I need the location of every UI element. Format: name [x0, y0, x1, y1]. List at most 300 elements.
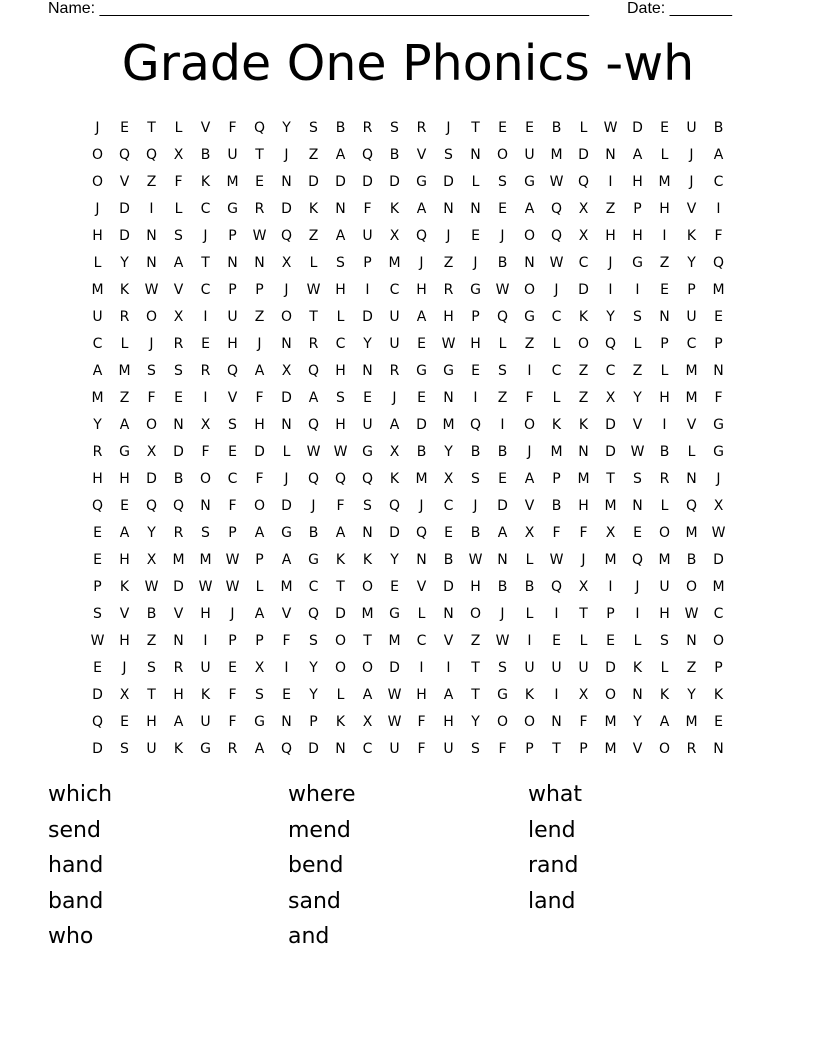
grid-letter[interactable]: O: [361, 659, 374, 676]
grid-letter[interactable]: D: [335, 173, 346, 190]
grid-letter[interactable]: C: [605, 362, 616, 379]
grid-letter[interactable]: E: [633, 524, 642, 541]
grid-letter[interactable]: L: [309, 254, 318, 271]
grid-letter[interactable]: X: [605, 524, 616, 541]
grid-letter[interactable]: N: [659, 308, 670, 325]
grid-letter[interactable]: X: [578, 200, 589, 217]
grid-letter[interactable]: U: [551, 659, 562, 676]
grid-letter[interactable]: A: [254, 362, 265, 379]
grid-letter[interactable]: D: [632, 119, 643, 136]
grid-letter[interactable]: E: [471, 227, 480, 244]
grid-letter[interactable]: Y: [390, 551, 399, 568]
grid-letter[interactable]: J: [284, 470, 289, 487]
grid-letter[interactable]: B: [335, 119, 346, 136]
grid-letter[interactable]: D: [173, 578, 184, 595]
grid-letter[interactable]: H: [254, 416, 265, 433]
grid-letter[interactable]: Y: [309, 686, 318, 703]
grid-letter[interactable]: P: [228, 524, 237, 541]
grid-letter[interactable]: A: [173, 713, 184, 730]
grid-letter[interactable]: N: [605, 146, 616, 163]
grid-letter[interactable]: Q: [550, 200, 563, 217]
grid-letter[interactable]: U: [200, 713, 211, 730]
grid-letter[interactable]: I: [527, 362, 532, 379]
grid-letter[interactable]: J: [500, 605, 505, 622]
grid-letter[interactable]: K: [362, 551, 373, 568]
grid-letter[interactable]: B: [686, 551, 697, 568]
grid-letter[interactable]: D: [443, 173, 454, 190]
grid-letter[interactable]: Q: [550, 227, 563, 244]
grid-letter[interactable]: O: [496, 146, 509, 163]
grid-letter[interactable]: H: [632, 227, 643, 244]
grid-letter[interactable]: B: [416, 443, 427, 460]
grid-letter[interactable]: F: [228, 713, 237, 730]
grid-letter[interactable]: D: [308, 740, 319, 757]
grid-letter[interactable]: M: [604, 713, 617, 730]
grid-letter[interactable]: V: [227, 389, 238, 406]
grid-letter[interactable]: B: [173, 470, 184, 487]
grid-letter[interactable]: I: [149, 200, 154, 217]
grid-letter[interactable]: P: [228, 227, 237, 244]
grid-letter[interactable]: L: [498, 335, 507, 352]
grid-letter[interactable]: Q: [280, 227, 293, 244]
grid-letter[interactable]: P: [228, 632, 237, 649]
grid-letter[interactable]: E: [93, 551, 102, 568]
grid-letter[interactable]: L: [579, 632, 588, 649]
grid-letter[interactable]: R: [308, 335, 319, 352]
grid-letter[interactable]: D: [497, 497, 508, 514]
grid-letter[interactable]: J: [446, 227, 451, 244]
grid-letter[interactable]: D: [173, 443, 184, 460]
grid-letter[interactable]: D: [578, 281, 589, 298]
grid-letter[interactable]: E: [498, 119, 507, 136]
grid-letter[interactable]: W: [306, 443, 321, 460]
grid-letter[interactable]: D: [389, 524, 400, 541]
grid-letter[interactable]: S: [93, 605, 102, 622]
grid-letter[interactable]: W: [225, 551, 240, 568]
grid-letter[interactable]: R: [362, 119, 373, 136]
grid-letter[interactable]: M: [226, 173, 239, 190]
grid-letter[interactable]: Z: [605, 200, 616, 217]
grid-letter[interactable]: L: [174, 119, 183, 136]
grid-letter[interactable]: W: [144, 281, 159, 298]
grid-letter[interactable]: J: [95, 119, 100, 136]
grid-letter[interactable]: N: [362, 362, 373, 379]
grid-letter[interactable]: H: [443, 308, 454, 325]
grid-letter[interactable]: T: [471, 119, 480, 136]
grid-letter[interactable]: O: [712, 632, 725, 649]
grid-letter[interactable]: A: [173, 254, 184, 271]
grid-letter[interactable]: D: [362, 173, 373, 190]
grid-letter[interactable]: F: [714, 389, 723, 406]
grid-letter[interactable]: Y: [633, 713, 642, 730]
grid-letter[interactable]: J: [95, 200, 100, 217]
grid-letter[interactable]: J: [257, 335, 262, 352]
grid-letter[interactable]: O: [496, 713, 509, 730]
grid-letter[interactable]: O: [145, 308, 158, 325]
grid-letter[interactable]: H: [416, 686, 427, 703]
grid-letter[interactable]: G: [254, 713, 265, 730]
grid-letter[interactable]: J: [689, 146, 694, 163]
grid-letter[interactable]: X: [389, 227, 400, 244]
grid-letter[interactable]: R: [389, 362, 400, 379]
grid-letter[interactable]: H: [659, 389, 670, 406]
grid-letter[interactable]: N: [281, 173, 292, 190]
grid-letter[interactable]: L: [552, 335, 561, 352]
grid-letter[interactable]: Y: [606, 308, 615, 325]
grid-letter[interactable]: W: [333, 443, 348, 460]
grid-letter[interactable]: V: [443, 632, 454, 649]
grid-letter[interactable]: X: [146, 551, 157, 568]
grid-letter[interactable]: M: [361, 605, 374, 622]
grid-letter[interactable]: S: [147, 362, 156, 379]
grid-letter[interactable]: Q: [253, 119, 266, 136]
grid-letter[interactable]: Q: [415, 524, 428, 541]
grid-letter[interactable]: U: [524, 659, 535, 676]
grid-letter[interactable]: P: [93, 578, 102, 595]
grid-letter[interactable]: W: [711, 524, 726, 541]
grid-letter[interactable]: C: [713, 173, 724, 190]
grid-letter[interactable]: X: [254, 659, 265, 676]
grid-letter[interactable]: F: [336, 497, 345, 514]
grid-letter[interactable]: A: [281, 551, 292, 568]
grid-letter[interactable]: M: [118, 362, 131, 379]
grid-letter[interactable]: Q: [577, 173, 590, 190]
grid-letter[interactable]: G: [524, 308, 535, 325]
grid-letter[interactable]: R: [227, 740, 238, 757]
grid-letter[interactable]: G: [416, 173, 427, 190]
grid-letter[interactable]: O: [280, 308, 293, 325]
grid-letter[interactable]: D: [281, 200, 292, 217]
grid-letter[interactable]: D: [92, 686, 103, 703]
grid-letter[interactable]: O: [253, 497, 266, 514]
grid-letter[interactable]: D: [713, 551, 724, 568]
grid-letter[interactable]: M: [577, 470, 590, 487]
grid-letter[interactable]: C: [200, 200, 211, 217]
grid-letter[interactable]: U: [146, 740, 157, 757]
grid-letter[interactable]: N: [443, 389, 454, 406]
grid-letter[interactable]: D: [443, 578, 454, 595]
grid-letter[interactable]: C: [578, 254, 589, 271]
grid-letter[interactable]: N: [281, 335, 292, 352]
grid-letter[interactable]: D: [92, 740, 103, 757]
grid-letter[interactable]: R: [254, 200, 265, 217]
grid-letter[interactable]: G: [281, 524, 292, 541]
grid-letter[interactable]: W: [441, 335, 456, 352]
grid-letter[interactable]: L: [660, 362, 669, 379]
grid-letter[interactable]: L: [417, 605, 426, 622]
grid-letter[interactable]: C: [92, 335, 103, 352]
grid-letter[interactable]: A: [119, 524, 130, 541]
grid-letter[interactable]: A: [335, 524, 346, 541]
grid-letter[interactable]: M: [685, 362, 698, 379]
grid-letter[interactable]: Y: [282, 119, 291, 136]
grid-letter[interactable]: V: [119, 173, 130, 190]
grid-letter[interactable]: T: [201, 254, 210, 271]
grid-letter[interactable]: F: [525, 389, 534, 406]
grid-letter[interactable]: H: [119, 632, 130, 649]
grid-letter[interactable]: Z: [632, 362, 643, 379]
grid-letter[interactable]: Q: [91, 713, 104, 730]
grid-letter[interactable]: N: [713, 740, 724, 757]
grid-letter[interactable]: D: [146, 470, 157, 487]
grid-letter[interactable]: J: [446, 119, 451, 136]
grid-letter[interactable]: X: [173, 146, 184, 163]
grid-letter[interactable]: F: [579, 713, 588, 730]
grid-letter[interactable]: O: [604, 686, 617, 703]
grid-letter[interactable]: H: [470, 335, 481, 352]
grid-letter[interactable]: Z: [470, 632, 481, 649]
grid-letter[interactable]: S: [201, 524, 210, 541]
grid-letter[interactable]: J: [554, 281, 559, 298]
grid-letter[interactable]: Q: [469, 416, 482, 433]
grid-letter[interactable]: Z: [254, 308, 265, 325]
grid-letter[interactable]: P: [255, 632, 264, 649]
grid-letter[interactable]: P: [525, 740, 534, 757]
grid-letter[interactable]: S: [174, 227, 183, 244]
grid-letter[interactable]: N: [470, 200, 481, 217]
grid-letter[interactable]: N: [416, 551, 427, 568]
grid-letter[interactable]: D: [281, 497, 292, 514]
grid-letter[interactable]: J: [284, 146, 289, 163]
grid-letter[interactable]: H: [119, 551, 130, 568]
grid-letter[interactable]: W: [387, 686, 402, 703]
grid-letter[interactable]: Z: [659, 254, 670, 271]
grid-letter[interactable]: A: [524, 470, 535, 487]
grid-letter[interactable]: C: [200, 281, 211, 298]
grid-letter[interactable]: M: [604, 740, 617, 757]
grid-letter[interactable]: O: [91, 146, 104, 163]
grid-letter[interactable]: O: [334, 632, 347, 649]
grid-letter[interactable]: M: [415, 470, 428, 487]
grid-letter[interactable]: S: [228, 416, 237, 433]
grid-letter[interactable]: B: [389, 146, 400, 163]
grid-letter[interactable]: R: [686, 740, 697, 757]
grid-letter[interactable]: G: [416, 362, 427, 379]
grid-letter[interactable]: U: [92, 308, 103, 325]
grid-letter[interactable]: F: [417, 740, 426, 757]
grid-letter[interactable]: E: [606, 632, 615, 649]
grid-letter[interactable]: A: [416, 200, 427, 217]
grid-letter[interactable]: Z: [308, 227, 319, 244]
grid-letter[interactable]: I: [473, 389, 478, 406]
grid-letter[interactable]: B: [146, 605, 157, 622]
grid-letter[interactable]: S: [660, 632, 669, 649]
grid-letter[interactable]: W: [549, 173, 564, 190]
grid-letter[interactable]: J: [635, 578, 640, 595]
grid-letter[interactable]: V: [173, 281, 184, 298]
grid-letter[interactable]: M: [685, 713, 698, 730]
grid-letter[interactable]: N: [335, 740, 346, 757]
grid-letter[interactable]: V: [119, 605, 130, 622]
grid-letter[interactable]: V: [416, 578, 427, 595]
grid-letter[interactable]: U: [686, 308, 697, 325]
grid-letter[interactable]: E: [660, 119, 669, 136]
grid-letter[interactable]: G: [713, 416, 724, 433]
grid-letter[interactable]: P: [255, 281, 264, 298]
grid-letter[interactable]: E: [363, 389, 372, 406]
grid-letter[interactable]: A: [335, 227, 346, 244]
grid-letter[interactable]: J: [419, 254, 424, 271]
grid-letter[interactable]: S: [471, 740, 480, 757]
grid-letter[interactable]: R: [173, 335, 184, 352]
grid-letter[interactable]: C: [686, 335, 697, 352]
grid-letter[interactable]: R: [173, 659, 184, 676]
grid-letter[interactable]: Y: [471, 713, 480, 730]
grid-letter[interactable]: B: [497, 578, 508, 595]
grid-letter[interactable]: K: [713, 686, 724, 703]
grid-letter[interactable]: O: [145, 416, 158, 433]
grid-letter[interactable]: L: [579, 119, 588, 136]
grid-letter[interactable]: I: [500, 416, 505, 433]
grid-letter[interactable]: I: [527, 632, 532, 649]
grid-letter[interactable]: P: [687, 281, 696, 298]
grid-letter[interactable]: C: [362, 740, 373, 757]
grid-letter[interactable]: Z: [686, 659, 697, 676]
grid-letter[interactable]: J: [473, 497, 478, 514]
grid-letter[interactable]: B: [497, 254, 508, 271]
grid-letter[interactable]: S: [498, 362, 507, 379]
grid-letter[interactable]: S: [633, 308, 642, 325]
grid-letter[interactable]: F: [228, 497, 237, 514]
grid-letter[interactable]: Q: [496, 308, 509, 325]
grid-letter[interactable]: W: [684, 605, 699, 622]
grid-letter[interactable]: F: [552, 524, 561, 541]
grid-letter[interactable]: D: [281, 389, 292, 406]
grid-letter[interactable]: M: [199, 551, 212, 568]
grid-letter[interactable]: U: [443, 740, 454, 757]
grid-letter[interactable]: E: [390, 578, 399, 595]
grid-letter[interactable]: T: [147, 119, 156, 136]
grid-letter[interactable]: I: [608, 578, 613, 595]
grid-letter[interactable]: R: [173, 524, 184, 541]
grid-letter[interactable]: X: [200, 416, 211, 433]
grid-letter[interactable]: W: [549, 254, 564, 271]
grid-letter[interactable]: I: [284, 659, 289, 676]
grid-letter[interactable]: S: [633, 470, 642, 487]
grid-letter[interactable]: H: [119, 470, 130, 487]
grid-letter[interactable]: H: [632, 173, 643, 190]
grid-letter[interactable]: N: [146, 227, 157, 244]
grid-letter[interactable]: U: [389, 308, 400, 325]
grid-letter[interactable]: K: [308, 200, 319, 217]
grid-letter[interactable]: L: [93, 254, 102, 271]
grid-letter[interactable]: E: [174, 389, 183, 406]
grid-letter[interactable]: H: [92, 470, 103, 487]
grid-letter[interactable]: W: [198, 578, 213, 595]
grid-letter[interactable]: U: [227, 146, 238, 163]
grid-letter[interactable]: W: [495, 281, 510, 298]
grid-letter[interactable]: S: [309, 119, 318, 136]
grid-letter[interactable]: H: [659, 200, 670, 217]
grid-letter[interactable]: E: [552, 632, 561, 649]
grid-letter[interactable]: K: [686, 227, 697, 244]
grid-letter[interactable]: Z: [524, 335, 535, 352]
grid-letter[interactable]: T: [255, 146, 264, 163]
grid-letter[interactable]: P: [228, 281, 237, 298]
grid-letter[interactable]: M: [685, 524, 698, 541]
grid-letter[interactable]: U: [659, 578, 670, 595]
grid-letter[interactable]: E: [660, 281, 669, 298]
grid-letter[interactable]: P: [579, 740, 588, 757]
grid-letter[interactable]: Q: [307, 605, 320, 622]
grid-letter[interactable]: E: [93, 659, 102, 676]
grid-letter[interactable]: B: [551, 119, 562, 136]
grid-letter[interactable]: A: [308, 389, 319, 406]
grid-letter[interactable]: F: [228, 686, 237, 703]
grid-letter[interactable]: F: [201, 443, 210, 460]
grid-letter[interactable]: N: [335, 200, 346, 217]
grid-letter[interactable]: X: [578, 227, 589, 244]
grid-letter[interactable]: B: [497, 443, 508, 460]
grid-letter[interactable]: P: [714, 335, 723, 352]
grid-letter[interactable]: N: [551, 713, 562, 730]
grid-letter[interactable]: N: [254, 254, 265, 271]
grid-letter[interactable]: Q: [712, 254, 725, 271]
grid-letter[interactable]: Y: [93, 416, 102, 433]
grid-letter[interactable]: P: [309, 713, 318, 730]
grid-letter[interactable]: H: [227, 335, 238, 352]
grid-letter[interactable]: U: [389, 740, 400, 757]
grid-letter[interactable]: T: [606, 470, 615, 487]
grid-letter[interactable]: W: [549, 551, 564, 568]
grid-letter[interactable]: F: [174, 173, 183, 190]
grid-letter[interactable]: R: [92, 443, 103, 460]
grid-letter[interactable]: T: [471, 659, 480, 676]
grid-letter[interactable]: V: [632, 740, 643, 757]
grid-letter[interactable]: A: [713, 146, 724, 163]
grid-letter[interactable]: K: [200, 686, 211, 703]
grid-letter[interactable]: U: [686, 119, 697, 136]
grid-letter[interactable]: H: [578, 497, 589, 514]
grid-letter[interactable]: S: [498, 173, 507, 190]
grid-letter[interactable]: E: [120, 713, 129, 730]
grid-letter[interactable]: H: [92, 227, 103, 244]
grid-letter[interactable]: E: [714, 308, 723, 325]
grid-letter[interactable]: S: [336, 389, 345, 406]
grid-letter[interactable]: H: [416, 281, 427, 298]
grid-letter[interactable]: W: [90, 632, 105, 649]
grid-letter[interactable]: U: [389, 335, 400, 352]
grid-letter[interactable]: N: [227, 254, 238, 271]
grid-letter[interactable]: I: [608, 173, 613, 190]
grid-letter[interactable]: D: [605, 659, 616, 676]
grid-letter[interactable]: O: [361, 578, 374, 595]
grid-letter[interactable]: E: [255, 173, 264, 190]
grid-letter[interactable]: E: [201, 335, 210, 352]
grid-letter[interactable]: W: [144, 578, 159, 595]
grid-letter[interactable]: B: [200, 146, 211, 163]
grid-letter[interactable]: S: [444, 146, 453, 163]
grid-letter[interactable]: M: [91, 281, 104, 298]
grid-letter[interactable]: E: [282, 686, 291, 703]
grid-letter[interactable]: A: [524, 200, 535, 217]
grid-letter[interactable]: X: [443, 470, 454, 487]
grid-letter[interactable]: N: [443, 605, 454, 622]
grid-letter[interactable]: H: [200, 605, 211, 622]
grid-letter[interactable]: W: [630, 443, 645, 460]
grid-letter[interactable]: M: [658, 173, 671, 190]
grid-letter[interactable]: I: [635, 605, 640, 622]
grid-letter[interactable]: X: [281, 254, 292, 271]
grid-letter[interactable]: M: [604, 497, 617, 514]
grid-letter[interactable]: A: [254, 605, 265, 622]
grid-letter[interactable]: Y: [633, 389, 642, 406]
grid-letter[interactable]: D: [416, 416, 427, 433]
grid-letter[interactable]: N: [632, 497, 643, 514]
grid-letter[interactable]: L: [660, 659, 669, 676]
grid-letter[interactable]: M: [712, 281, 725, 298]
grid-letter[interactable]: O: [658, 524, 671, 541]
